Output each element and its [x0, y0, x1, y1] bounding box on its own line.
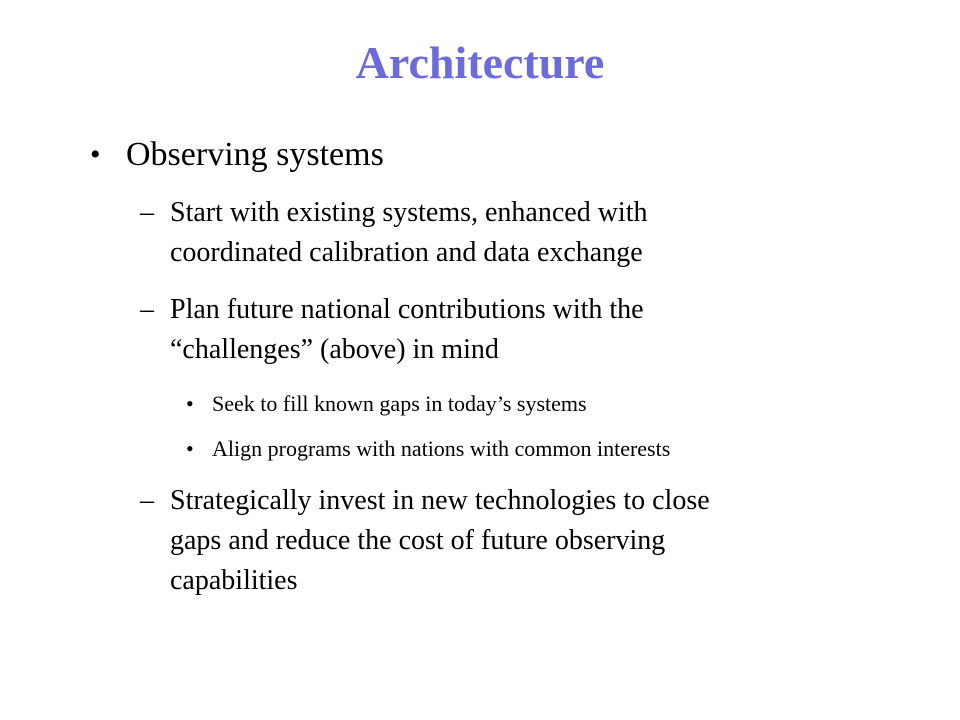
dash-icon: – [140, 197, 154, 228]
bullet-text: Observing systems [126, 136, 384, 173]
sub-bullet-line: “challenges” (above) in mind [170, 334, 499, 365]
sub-bullet-line: coordinated calibration and data exchange [170, 237, 643, 268]
sub-bullet-line: Plan future national contributions with the [170, 294, 644, 325]
sub-bullet-text [170, 193, 870, 273]
sub-bullet-text [170, 481, 870, 601]
bullet-dot-icon: • [186, 436, 194, 461]
dash-icon: – [140, 485, 154, 516]
dash-icon: – [140, 294, 154, 325]
sub-bullet-line: gaps and reduce the cost of future observing [170, 525, 666, 556]
sub-sub-bullet-text: Align programs with nations with common interests [212, 436, 671, 461]
bullet-dot-icon: • [90, 138, 101, 171]
sub-bullet-line: capabilities [170, 565, 298, 596]
sub-bullet-line: Start with existing systems, enhanced with [170, 197, 648, 228]
bullet-dot-icon: • [186, 391, 194, 416]
sub-bullet-line: Strategically invest in new technologies to close [170, 485, 710, 516]
sub-sub-bullet-text: Seek to fill known gaps in today’s systems [212, 391, 587, 416]
sub-bullet-text [170, 290, 870, 370]
slide-title: Architecture [355, 37, 605, 88]
